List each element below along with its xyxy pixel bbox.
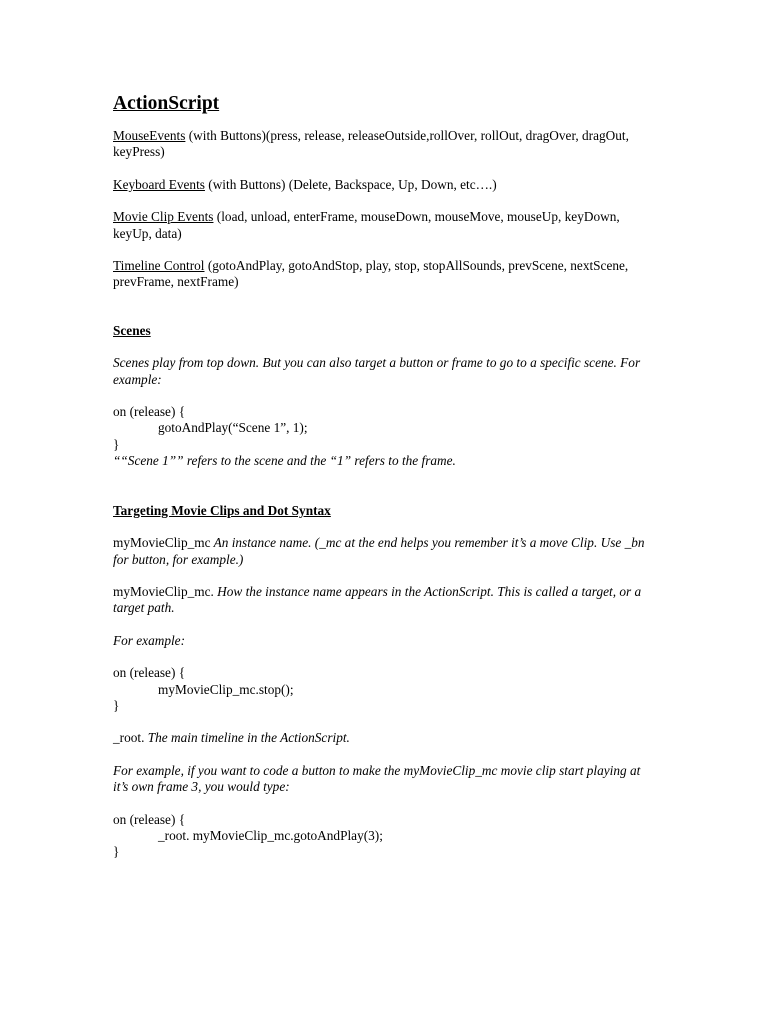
- movie-clip-events-label: Movie Clip Events: [113, 209, 214, 225]
- target-path-description: How the instance name appears in the ActionScript. This is called a target, or a target path.: [113, 583, 642, 616]
- for-example-label: For example:: [113, 632, 185, 648]
- code-line: on (release) {: [113, 404, 186, 420]
- code-line: gotoAndPlay(“Scene 1”, 1);: [158, 420, 308, 436]
- code-line: on (release) {: [113, 811, 186, 827]
- scenes-heading: Scenes: [113, 322, 151, 338]
- targeting-heading: Targeting Movie Clips and Dot Syntax: [113, 502, 331, 518]
- keyboard-events-label: Keyboard Events: [113, 176, 205, 192]
- code-line: on (release) {: [113, 665, 186, 681]
- instance-name-paragraph: [113, 535, 658, 568]
- mouse-events-label: MouseEvents: [113, 128, 186, 143]
- movie-clip-events-text: (load, unload, enterFrame, mouseDown, mouseMove, mouseUp, keyDown, keyUp, data): [113, 209, 620, 241]
- keyboard-events-text: (with Buttons) (Delete, Backspace, Up, Down, etc….): [204, 176, 497, 192]
- root-description: The main timeline in the ActionScript.: [144, 730, 350, 746]
- scenes-description: Scenes play from top down. But you can also target a button or frame to go to a specific scene. For example:: [113, 355, 641, 387]
- timeline-control-text: (gotoAndPlay, gotoAndStop, play, stop, stopAllSounds, prevScene, nextScene, prevFrame, nextFrame): [113, 258, 629, 290]
- instance-name-code: myMovieClip_mc: [113, 535, 211, 551]
- root-code: _root.: [113, 730, 145, 746]
- target-path-code: myMovieClip_mc.: [113, 583, 214, 599]
- code-line: }: [113, 844, 120, 860]
- root-paragraph: [113, 730, 658, 746]
- movie-clip-events-paragraph: [113, 209, 658, 242]
- scenes-note: ““Scene 1”” refers to the scene and the “1” refers to the frame.: [113, 453, 456, 469]
- page-title: ActionScript: [113, 93, 220, 114]
- code-line: }: [113, 697, 120, 713]
- code-line: _root. myMovieClip_mc.gotoAndPlay(3);: [158, 827, 383, 843]
- example-paragraph: For example, if you want to code a button to make the myMovieClip_mc movie clip start playing at it’s own frame 3, you would type:: [113, 762, 641, 795]
- timeline-control-label: Timeline Control: [113, 258, 205, 274]
- instance-name-description: An instance name. (_mc at the end helps you remember it’s a move Clip. Use _bn for button, for example.): [113, 535, 645, 567]
- timeline-control-paragraph: [113, 258, 658, 291]
- target-path-paragraph: [113, 584, 658, 617]
- code-line: myMovieClip_mc.stop();: [158, 681, 294, 697]
- mouse-events-paragraph: [113, 128, 658, 161]
- keyboard-events-paragraph: [113, 177, 658, 193]
- mouse-events-text: (with Buttons)(press, release, releaseOutside,rollOver, rollOut, dragOver, dragOut, keyPress): [113, 128, 629, 160]
- document-page: [113, 92, 658, 861]
- code-line: }: [113, 436, 120, 452]
